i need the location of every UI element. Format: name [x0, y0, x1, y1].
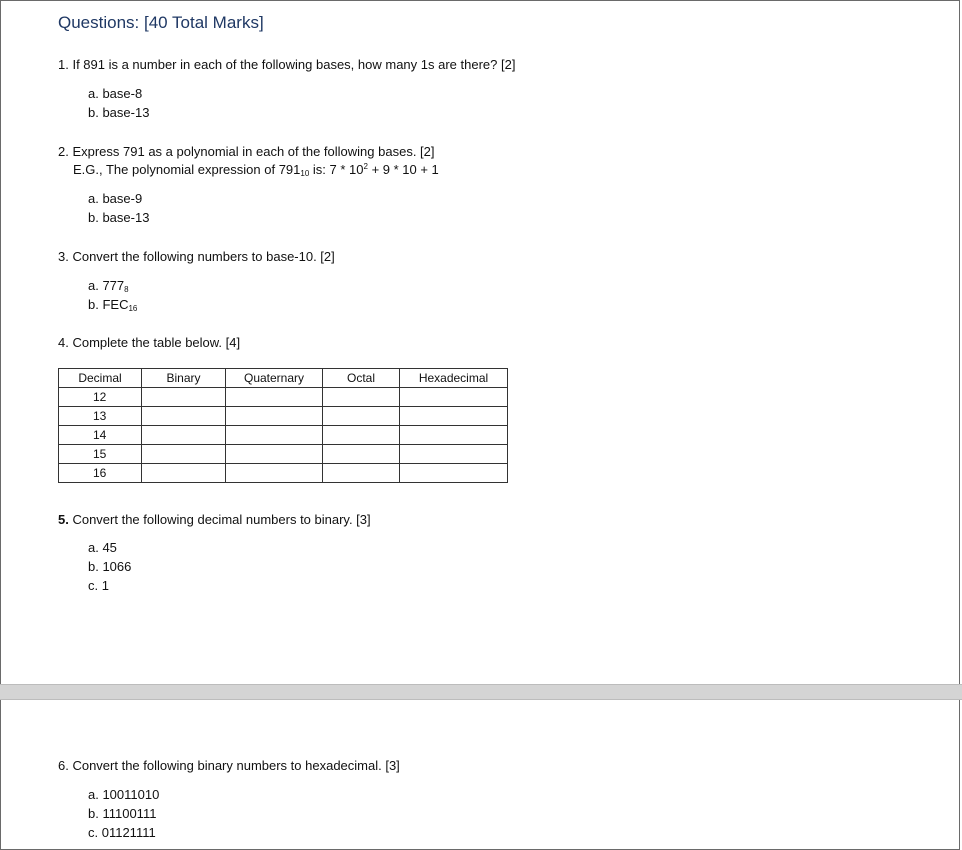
question-5-number: 5.: [58, 512, 69, 527]
table-header-row: [59, 369, 508, 388]
question-5: [58, 512, 371, 527]
page-separator: [0, 684, 962, 700]
binary-cell[interactable]: [142, 445, 226, 464]
quaternary-cell[interactable]: [226, 464, 323, 483]
binary-cell[interactable]: [142, 464, 226, 483]
hexadecimal-cell[interactable]: [400, 426, 508, 445]
question-6-option-a: a. 10011010: [88, 787, 160, 802]
question-1-option-a: a. base-8: [88, 86, 143, 101]
table-row: [59, 445, 508, 464]
question-6-option-c: c. 01121111: [88, 825, 156, 840]
question-5-option-a: a. 45: [88, 540, 117, 555]
octal-cell[interactable]: [323, 388, 400, 407]
binary-cell[interactable]: [142, 407, 226, 426]
question-1: 1. If 891 is a number in each of the following bases, how many 1s are there? [2]: [58, 57, 516, 72]
question-5-option-c: c. 1: [88, 578, 109, 593]
header-decimal: Decimal: [59, 369, 142, 388]
quaternary-cell[interactable]: [226, 407, 323, 426]
question-2-option-b: b. base-13: [88, 210, 150, 225]
option-a-value: a. 777: [88, 278, 125, 293]
question-5-option-b: b. 1066: [88, 559, 132, 574]
decimal-cell: 15: [59, 445, 142, 464]
question-2: 2. Express 791 as a polynomial in each of the following bases. [2]: [58, 144, 435, 159]
decimal-cell: 13: [59, 407, 142, 426]
option-a-base: 8: [124, 285, 129, 294]
decimal-cell: 16: [59, 464, 142, 483]
table-row: [59, 426, 508, 445]
header-octal: Octal: [323, 369, 400, 388]
option-b-value: b. FEC: [88, 297, 129, 312]
example-is: is: 7 * 10: [309, 162, 364, 177]
example-exponent: 2: [363, 162, 368, 171]
header-binary: Binary: [142, 369, 226, 388]
binary-cell[interactable]: [142, 388, 226, 407]
quaternary-cell[interactable]: [226, 388, 323, 407]
question-6: 6. Convert the following binary numbers to hexadecimal. [3]: [58, 758, 400, 773]
quaternary-cell[interactable]: [226, 445, 323, 464]
hexadecimal-cell[interactable]: [400, 445, 508, 464]
page-heading: Questions: [40 Total Marks]: [58, 13, 264, 32]
question-2-option-a: a. base-9: [88, 191, 143, 206]
table-row: [59, 464, 508, 483]
binary-cell[interactable]: [142, 426, 226, 445]
question-5-text: Convert the following decimal numbers to binary. [3]: [68, 512, 371, 527]
decimal-cell: 14: [59, 426, 142, 445]
question-3: 3. Convert the following numbers to base-10. [2]: [58, 249, 335, 264]
table-row: [59, 388, 508, 407]
question-3-option-a: [88, 278, 129, 294]
hexadecimal-cell[interactable]: [400, 407, 508, 426]
octal-cell[interactable]: [323, 445, 400, 464]
header-quaternary: Quaternary: [226, 369, 323, 388]
octal-cell[interactable]: [323, 464, 400, 483]
octal-cell[interactable]: [323, 426, 400, 445]
decimal-cell: 12: [59, 388, 142, 407]
question-2-example: [73, 162, 439, 178]
question-3-option-b: [88, 297, 137, 313]
question-6-option-b: b. 11100111: [88, 806, 157, 821]
conversion-table: [58, 368, 508, 483]
octal-cell[interactable]: [323, 407, 400, 426]
document-page-2: [0, 700, 960, 850]
example-base-subscript: 10: [300, 169, 310, 178]
option-b-base: 16: [128, 304, 138, 313]
header-hexadecimal: Hexadecimal: [400, 369, 508, 388]
hexadecimal-cell[interactable]: [400, 464, 508, 483]
table-row: [59, 407, 508, 426]
question-1-option-b: b. base-13: [88, 105, 150, 120]
quaternary-cell[interactable]: [226, 426, 323, 445]
question-4: 4. Complete the table below. [4]: [58, 335, 241, 350]
hexadecimal-cell[interactable]: [400, 388, 508, 407]
example-rest: + 9 * 10 + 1: [367, 162, 439, 177]
example-prefix: E.G., The polynomial expression of 791: [73, 162, 301, 177]
